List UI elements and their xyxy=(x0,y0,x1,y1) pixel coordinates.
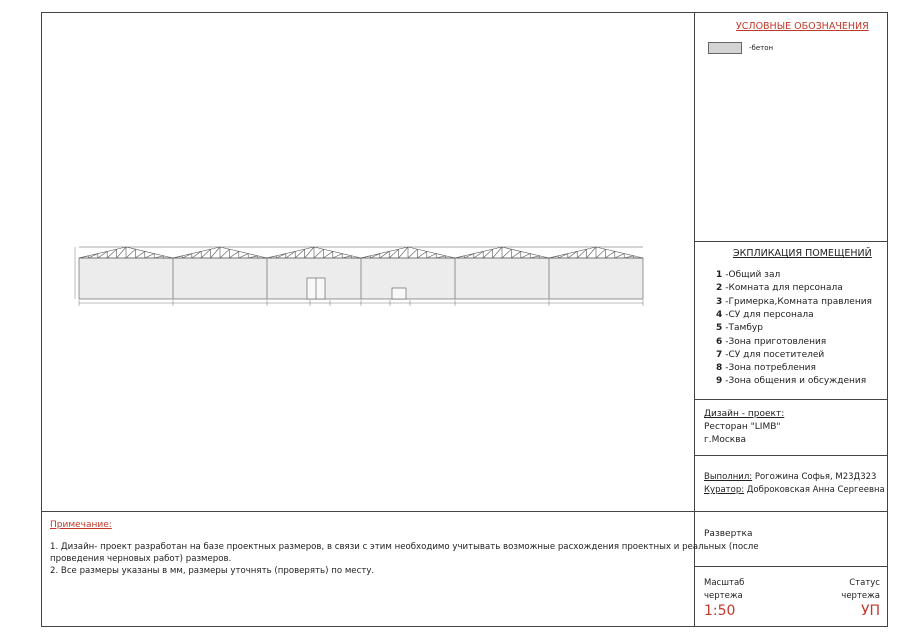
truss-web xyxy=(276,254,285,258)
truss-web xyxy=(615,254,624,258)
truss-web xyxy=(314,249,323,258)
truss-web xyxy=(135,251,144,258)
truss-web xyxy=(455,256,464,258)
explication-title: ЭКПЛИКАЦИЯ ПОМЕЩЕНИЙ xyxy=(733,248,872,259)
truss-web xyxy=(333,254,342,258)
concrete-legend-label: -бетон xyxy=(749,44,774,52)
truss-web xyxy=(182,254,191,258)
room-number: 2 xyxy=(716,283,723,294)
truss-web xyxy=(79,256,88,258)
truss-web xyxy=(624,256,633,258)
truss-web xyxy=(417,251,426,258)
room-number: 6 xyxy=(716,336,723,347)
truss-web xyxy=(596,249,605,258)
project-city: г.Москва xyxy=(704,435,747,445)
truss-web xyxy=(502,249,511,258)
scale-value: 1:50 xyxy=(704,603,736,619)
project-label: Дизайн - проект: xyxy=(704,409,785,419)
truss-web xyxy=(464,254,473,258)
truss-web xyxy=(126,249,135,258)
legend-title: УСЛОВНЫЕ ОБОЗНАЧЕНИЯ xyxy=(736,21,869,32)
door xyxy=(392,288,406,299)
truss-web xyxy=(549,256,558,258)
truss-web xyxy=(220,249,229,258)
performed-value: Рогожина Софья, М23Д323 xyxy=(752,472,877,482)
truss-web xyxy=(511,251,520,258)
status-value: УП xyxy=(860,603,880,619)
truss-web xyxy=(558,254,567,258)
performed-label: Выполнил: xyxy=(704,472,753,482)
truss-web xyxy=(154,256,163,258)
curator-value: Доброковская Анна Сергеевна xyxy=(744,485,885,495)
room-number: 1 xyxy=(716,270,723,280)
truss-web xyxy=(427,254,436,258)
room-number: 4 xyxy=(716,309,723,320)
room-name: -Общий зал xyxy=(725,270,781,280)
truss-web xyxy=(521,254,530,258)
room-name: -Тамбур xyxy=(725,323,763,334)
status-label-1: Статус xyxy=(849,578,880,588)
truss-web xyxy=(145,254,154,258)
truss-web xyxy=(267,256,276,258)
scale-label-2: чертежа xyxy=(704,591,743,601)
notes-title: Примечание: xyxy=(50,520,112,530)
room-name: -Комната для персонала xyxy=(725,283,843,294)
room-number: 5 xyxy=(716,323,723,334)
status-label-2: чертежа xyxy=(841,591,880,601)
room-number: 3 xyxy=(716,296,723,307)
room-number: 7 xyxy=(716,349,723,360)
truss-web xyxy=(229,251,238,258)
truss-web xyxy=(323,251,332,258)
room-name: -Зона приготовления xyxy=(725,336,827,347)
curator-label: Куратор: xyxy=(704,485,745,495)
truss-web xyxy=(370,254,379,258)
room-name: -Гримерка,Комната правления xyxy=(725,296,872,307)
room-name: -Зона общения и обсуждения xyxy=(725,376,867,387)
truss-web xyxy=(248,256,257,258)
truss-web xyxy=(605,251,614,258)
note-line-1: 1. Дизайн- проект разработан на базе проектных размеров, в связи с этим необходимо учитывать возможные расхождения проектных и реальных (после xyxy=(50,542,759,552)
project-name: Ресторан "LIMB" xyxy=(704,422,781,432)
note-line-3: 2. Все размеры указаны в мм, размеры уточнять (проверять) по месту. xyxy=(50,566,375,576)
truss-web xyxy=(436,256,445,258)
room-name: -Зона потребления xyxy=(725,363,816,374)
sheet-name: Развертка xyxy=(704,529,753,539)
room-name: -СУ для посетителей xyxy=(725,349,825,360)
truss-web xyxy=(361,256,370,258)
truss-web xyxy=(88,254,97,258)
scale-label-1: Масштаб xyxy=(704,578,745,588)
truss-web xyxy=(173,256,182,258)
note-line-2: проведения черновых работ) размеров. xyxy=(50,554,232,564)
truss-web xyxy=(239,254,248,258)
truss-web xyxy=(342,256,351,258)
room-number: 8 xyxy=(716,363,723,374)
room-name: -СУ для персонала xyxy=(725,309,814,320)
truss-web xyxy=(530,256,539,258)
truss-web xyxy=(408,249,417,258)
room-number: 9 xyxy=(716,376,723,387)
